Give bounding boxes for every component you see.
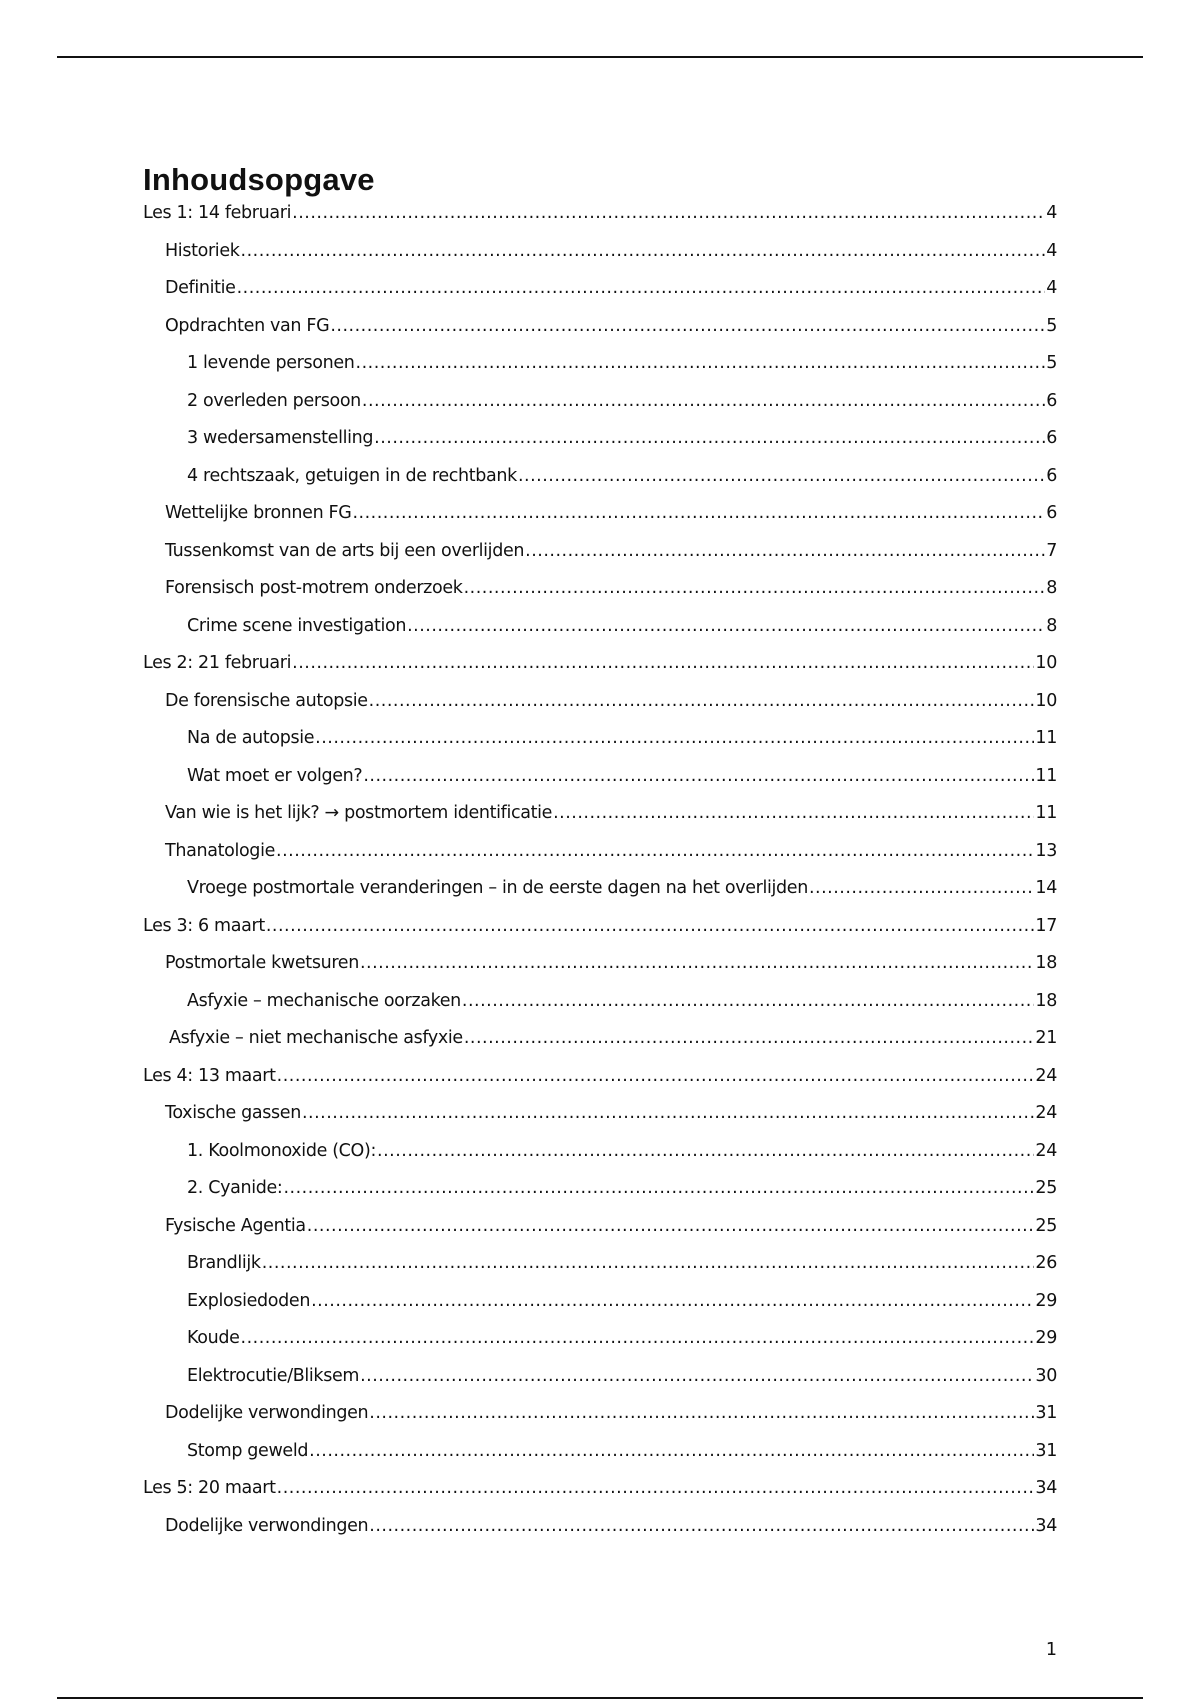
toc-entry-title: Les 2: 21 februari <box>143 653 292 673</box>
toc-entry[interactable] <box>143 278 1057 316</box>
toc-entry[interactable] <box>143 1028 1057 1066</box>
toc-entry-page: 14 <box>1035 878 1057 898</box>
toc-dot-leader <box>237 278 1046 298</box>
toc-dot-leader <box>518 466 1045 486</box>
toc-entry-title: Koude <box>187 1328 240 1348</box>
toc-entry-page: 34 <box>1035 1515 1057 1536</box>
toc-entry-page: 8 <box>1046 578 1057 598</box>
toc-list <box>143 203 1057 1553</box>
toc-entry-page: 31 <box>1035 1440 1057 1461</box>
toc-entry[interactable] <box>143 803 1057 841</box>
toc-entry[interactable] <box>143 578 1057 616</box>
toc-entry[interactable] <box>143 1066 1057 1104</box>
toc-dot-leader <box>377 1141 1034 1161</box>
toc-entry-title: Dodelijke verwondingen <box>165 1403 369 1423</box>
toc-entry-title: 2. Cyanide: <box>187 1178 283 1198</box>
toc-entry[interactable] <box>143 728 1057 766</box>
toc-entry[interactable] <box>143 353 1057 391</box>
toc-entry-title: Les 4: 13 maart <box>143 1065 276 1086</box>
toc-dot-leader <box>277 1478 1035 1498</box>
toc-entry-page: 25 <box>1035 1178 1057 1198</box>
toc-entry-title: De forensische autopsie <box>165 690 368 711</box>
toc-entry-title: Na de autopsie <box>187 728 315 748</box>
toc-entry-title: Fysische Agentia <box>165 1215 306 1236</box>
toc-dot-leader <box>407 616 1045 636</box>
toc-entry-title: 2 overleden persoon <box>187 390 361 411</box>
toc-dot-leader <box>809 878 1034 898</box>
toc-entry-page: 7 <box>1046 540 1057 561</box>
toc-entry-title: Stomp geweld <box>187 1440 309 1461</box>
toc-entry-page: 24 <box>1035 1065 1057 1086</box>
toc-entry-title: Asfyxie – niet mechanische asfyxie <box>169 1028 463 1048</box>
toc-entry[interactable] <box>143 466 1057 504</box>
toc-entry-page: 34 <box>1035 1478 1057 1498</box>
toc-dot-leader <box>369 691 1035 711</box>
toc-dot-leader <box>266 916 1035 936</box>
toc-entry-title: Van wie is het lijk? → postmortem identificatie <box>165 803 553 823</box>
toc-entry-title: Elektrocutie/Bliksem <box>187 1365 360 1386</box>
toc-entry-page: 6 <box>1046 503 1057 523</box>
toc-entry-page: 24 <box>1035 1140 1057 1161</box>
header-rule <box>57 56 1143 58</box>
table-of-contents <box>143 160 1057 1553</box>
toc-entry-page: 11 <box>1035 803 1057 823</box>
toc-dot-leader <box>369 1403 1034 1423</box>
toc-entry-page: 10 <box>1035 690 1057 711</box>
toc-entry[interactable] <box>143 503 1057 541</box>
toc-entry[interactable] <box>143 241 1057 279</box>
toc-entry-title: Crime scene investigation <box>187 615 407 636</box>
toc-entry-page: 4 <box>1046 278 1057 298</box>
toc-entry-page: 17 <box>1035 915 1057 936</box>
toc-entry-page: 13 <box>1035 840 1057 861</box>
toc-entry[interactable] <box>143 916 1057 954</box>
toc-dot-leader <box>360 953 1034 973</box>
toc-entry-title: Wettelijke bronnen FG <box>165 503 352 523</box>
toc-entry[interactable] <box>143 991 1057 1029</box>
toc-entry-page: 25 <box>1035 1215 1057 1236</box>
toc-entry-title: 1. Koolmonoxide (CO): <box>187 1140 377 1161</box>
toc-entry-title: 4 rechtszaak, getuigen in de rechtbank <box>187 465 517 486</box>
toc-entry-page: 5 <box>1046 315 1057 336</box>
toc-entry[interactable] <box>143 428 1057 466</box>
toc-entry[interactable] <box>143 203 1057 241</box>
toc-entry[interactable] <box>143 1328 1057 1366</box>
toc-entry[interactable] <box>143 1178 1057 1216</box>
toc-entry[interactable] <box>143 653 1057 691</box>
toc-dot-leader <box>277 1066 1035 1086</box>
toc-entry[interactable] <box>143 1291 1057 1329</box>
toc-entry-page: 31 <box>1035 1403 1057 1423</box>
toc-entry-title: Dodelijke verwondingen <box>165 1515 369 1536</box>
toc-entry-title: Forensisch post-motrem onderzoek <box>165 578 463 598</box>
toc-entry-title: Explosiedoden <box>187 1290 311 1311</box>
toc-entry-page: 10 <box>1035 653 1057 673</box>
toc-entry-title: Wat moet er volgen? <box>187 765 363 786</box>
toc-entry-title: Les 3: 6 maart <box>143 915 265 936</box>
toc-entry-page: 8 <box>1046 615 1057 636</box>
toc-entry-title: Toxische gassen <box>165 1103 301 1123</box>
toc-entry-page: 6 <box>1046 390 1057 411</box>
toc-entry[interactable] <box>143 766 1057 804</box>
toc-dot-leader <box>241 241 1046 261</box>
toc-entry-page: 11 <box>1035 728 1057 748</box>
toc-dot-leader <box>464 578 1046 598</box>
toc-dot-leader <box>315 728 1034 748</box>
toc-entry[interactable] <box>143 841 1057 879</box>
toc-dot-leader <box>363 766 1034 786</box>
toc-entry-page: 29 <box>1035 1328 1057 1348</box>
toc-dot-leader <box>262 1253 1035 1273</box>
toc-entry-page: 6 <box>1046 465 1057 486</box>
toc-entry-page: 18 <box>1035 990 1057 1011</box>
toc-entry-title: Asfyxie – mechanische oorzaken <box>187 990 461 1011</box>
toc-dot-leader <box>462 991 1035 1011</box>
toc-dot-leader <box>369 1516 1034 1536</box>
toc-dot-leader <box>276 841 1034 861</box>
toc-entry[interactable] <box>143 1403 1057 1441</box>
toc-entry-title: Les 1: 14 februari <box>143 203 292 223</box>
toc-dot-leader <box>553 803 1034 823</box>
toc-entry-title: 3 wedersamenstelling <box>187 428 374 448</box>
toc-dot-leader <box>330 316 1045 336</box>
toc-entry-title: Definitie <box>165 278 236 298</box>
toc-dot-leader <box>374 428 1045 448</box>
page-number: 1 <box>1045 1640 1057 1660</box>
toc-entry[interactable] <box>143 1103 1057 1141</box>
toc-entry[interactable] <box>143 1216 1057 1254</box>
toc-dot-leader <box>302 1103 1034 1123</box>
toc-entry-title: Tussenkomst van de arts bij een overlijden <box>165 540 525 561</box>
toc-entry-title: Postmortale kwetsuren <box>165 953 359 973</box>
footer-rule <box>57 1697 1143 1699</box>
toc-dot-leader <box>525 541 1045 561</box>
toc-entry[interactable] <box>143 1478 1057 1516</box>
toc-entry[interactable] <box>143 1141 1057 1179</box>
toc-entry-page: 24 <box>1035 1103 1057 1123</box>
toc-dot-leader <box>362 391 1045 411</box>
toc-entry-page: 6 <box>1046 428 1057 448</box>
toc-dot-leader <box>307 1216 1035 1236</box>
toc-dot-leader <box>292 653 1034 673</box>
toc-entry[interactable] <box>143 878 1057 916</box>
toc-dot-leader <box>241 1328 1035 1348</box>
toc-entry[interactable] <box>143 316 1057 354</box>
toc-title: Inhoudsopgave <box>143 162 375 197</box>
toc-dot-leader <box>464 1028 1035 1048</box>
toc-entry[interactable] <box>143 1366 1057 1404</box>
toc-entry-page: 18 <box>1035 953 1057 973</box>
toc-dot-leader <box>352 503 1045 523</box>
toc-entry-title: Les 5: 20 maart <box>143 1478 276 1498</box>
toc-dot-leader <box>292 203 1045 223</box>
toc-entry-title: Vroege postmortale veranderingen – in de eerste dagen na het overlijden <box>187 878 808 898</box>
toc-entry-page: 26 <box>1035 1253 1057 1273</box>
toc-entry-title: Historiek <box>165 240 240 261</box>
toc-entry[interactable] <box>143 541 1057 579</box>
toc-entry-page: 29 <box>1035 1290 1057 1311</box>
toc-entry-page: 5 <box>1046 353 1057 373</box>
toc-entry[interactable] <box>143 691 1057 729</box>
toc-entry-title: Thanatologie <box>165 840 275 861</box>
toc-entry-title: Brandlijk <box>187 1253 261 1273</box>
toc-entry[interactable] <box>143 616 1057 654</box>
toc-entry[interactable] <box>143 1441 1057 1479</box>
toc-entry-page: 11 <box>1035 765 1057 786</box>
toc-entry-title: Opdrachten van FG <box>165 315 330 336</box>
toc-entry[interactable] <box>143 1253 1057 1291</box>
toc-entry-page: 4 <box>1046 240 1057 261</box>
toc-dot-leader <box>311 1291 1034 1311</box>
toc-entry-page: 4 <box>1046 203 1057 223</box>
toc-entry[interactable] <box>143 953 1057 991</box>
toc-entry-title: 1 levende personen <box>187 353 355 373</box>
toc-dot-leader <box>360 1366 1034 1386</box>
toc-dot-leader <box>309 1441 1034 1461</box>
toc-entry-page: 21 <box>1035 1028 1057 1048</box>
toc-entry-page: 30 <box>1035 1365 1057 1386</box>
toc-entry[interactable] <box>143 1516 1057 1554</box>
toc-entry[interactable] <box>143 391 1057 429</box>
toc-dot-leader <box>356 353 1046 373</box>
toc-dot-leader <box>283 1178 1034 1198</box>
